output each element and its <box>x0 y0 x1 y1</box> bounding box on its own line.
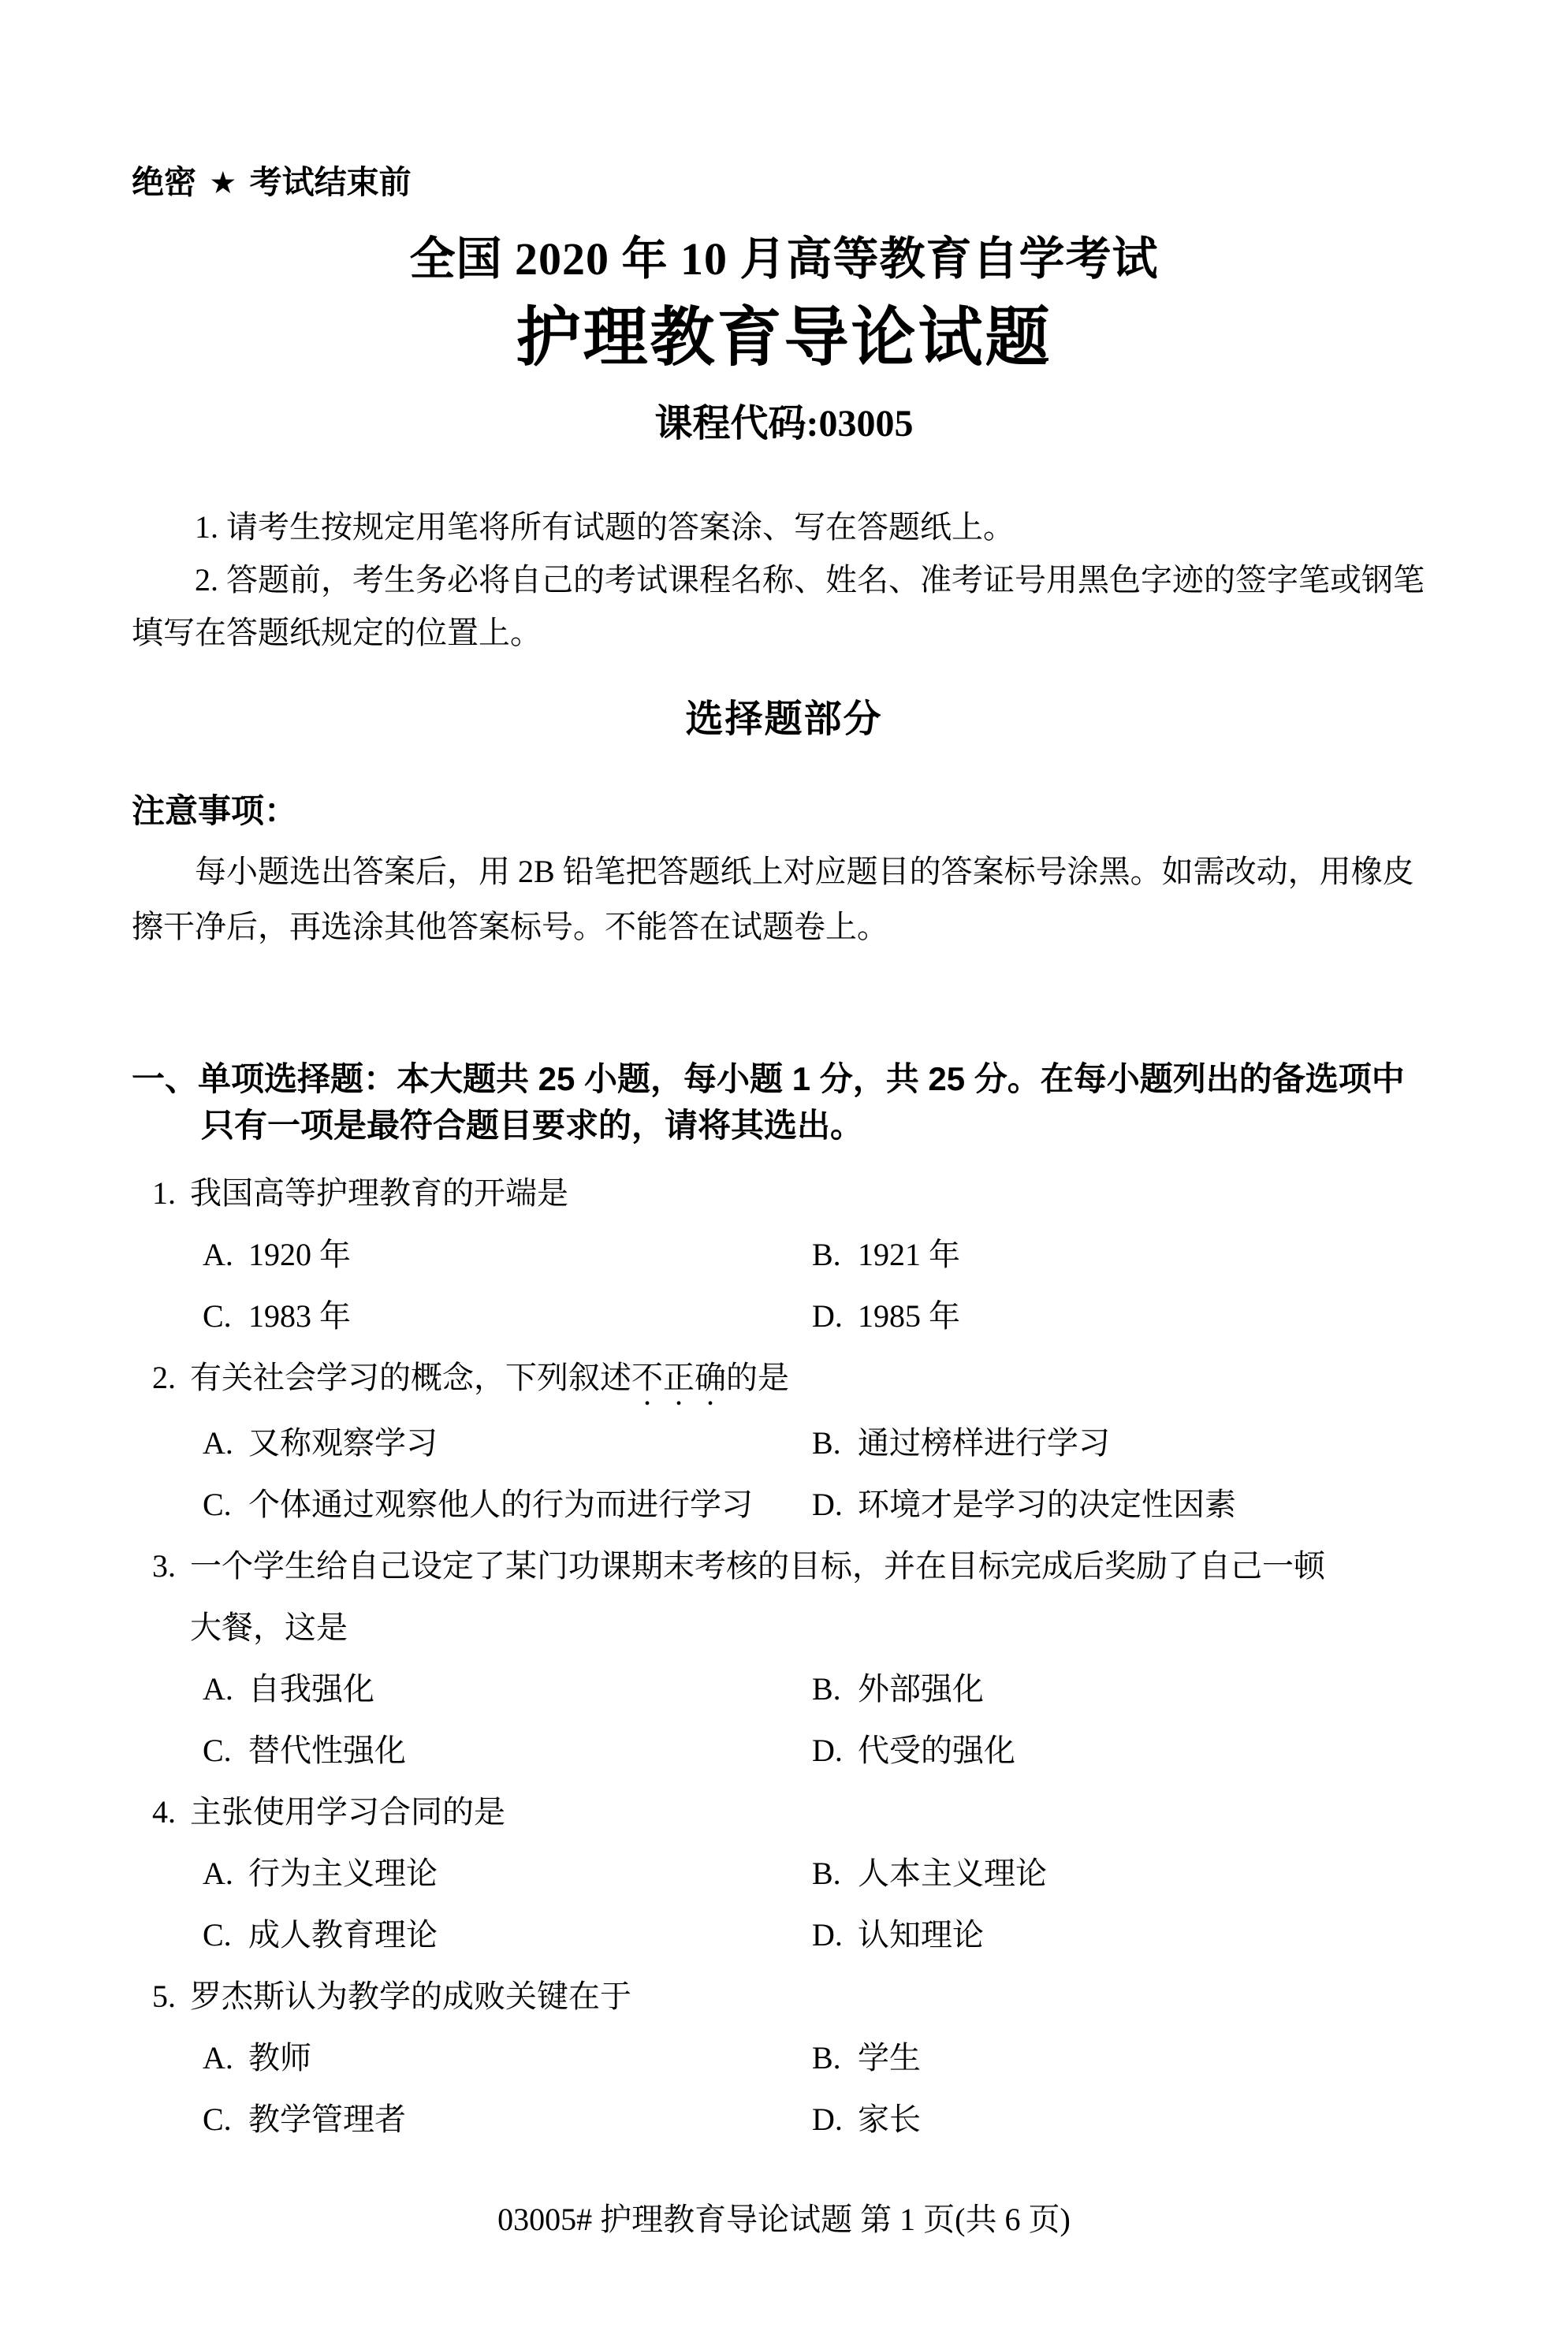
exam-title-line1: 全国 2020 年 10 月高等教育自学考试 <box>409 233 1159 285</box>
option <box>203 2089 812 2150</box>
option <box>203 1659 812 1720</box>
question <box>132 1347 1436 1536</box>
question <box>132 1966 1436 2150</box>
option-text: 教学管理者 <box>248 2101 406 2137</box>
options-grid <box>203 1843 1436 1966</box>
option-text: 又称观察学习 <box>248 1424 438 1461</box>
question-number: 4. <box>152 1793 176 1830</box>
option <box>203 1720 812 1781</box>
option <box>812 1720 1436 1781</box>
option-label: B. <box>812 1855 841 1891</box>
question-stem <box>132 1781 1436 1843</box>
secrecy-star-icon: ★ <box>209 166 237 200</box>
option <box>203 1843 812 1904</box>
secrecy-notice <box>132 162 1436 204</box>
option-text: 行为主义理论 <box>248 1855 438 1891</box>
option-label: A. <box>203 1236 233 1272</box>
question-stem <box>132 1347 1436 1413</box>
options-grid <box>203 1224 1436 1347</box>
option-label: D. <box>812 1486 843 1522</box>
stem-text: 一个学生给自己设定了某门功课期末考核的目标，并在目标完成后奖励了自己一顿 <box>190 1547 1325 1584</box>
option <box>812 1474 1436 1536</box>
instruction-line: 2. 答题前，考生务必将自己的考试课程名称、姓名、准考证号用黑色字迹的签字笔或钢笔 <box>195 562 1425 598</box>
question <box>132 1536 1436 1781</box>
stem-text: 罗杰斯认为教学的成败关键在于 <box>190 1978 631 2014</box>
question <box>132 1781 1436 1966</box>
option <box>812 1224 1436 1286</box>
option-label: A. <box>203 1424 233 1461</box>
option-label: C. <box>203 1297 232 1334</box>
question <box>132 1163 1436 1347</box>
options-grid <box>203 1659 1436 1781</box>
option-text: 家长 <box>858 2101 921 2137</box>
question-number: 5. <box>152 1978 176 2014</box>
option-text: 代受的强化 <box>858 1732 1015 1768</box>
page-footer: 03005# 护理教育导论试题 第 1 页(共 6 页) <box>497 2201 1071 2237</box>
option-text: 学生 <box>858 2039 921 2076</box>
option <box>203 1413 812 1474</box>
part1-heading <box>132 1055 1436 1149</box>
option-text: 1983 年 <box>248 1297 351 1334</box>
course-code: 课程代码:03005 <box>654 402 914 445</box>
option-text: 1985 年 <box>858 1297 960 1334</box>
option <box>203 1286 812 1347</box>
secrecy-left-label: 绝密 <box>132 164 196 200</box>
question-stem <box>132 1163 1436 1224</box>
question-number: 1. <box>152 1175 176 1211</box>
options-grid <box>203 2027 1436 2150</box>
option-text: 通过榜样进行学习 <box>858 1424 1110 1461</box>
option-label: B. <box>812 1236 841 1272</box>
option-text: 成人教育理论 <box>248 1916 438 1953</box>
option-label: C. <box>203 1732 232 1768</box>
option-label: D. <box>812 2101 843 2137</box>
option <box>812 1904 1436 1966</box>
option <box>203 1904 812 1966</box>
option-text: 1921 年 <box>858 1236 960 1272</box>
notes-block <box>132 844 1436 955</box>
option <box>203 2027 812 2089</box>
option-text: 外部强化 <box>858 1670 984 1707</box>
option-text: 替代性强化 <box>248 1732 406 1768</box>
option-label: A. <box>203 1670 233 1707</box>
option-label: A. <box>203 2039 233 2076</box>
option <box>812 2027 1436 2089</box>
question-number: 2. <box>152 1359 176 1395</box>
notes-label: 注意事项： <box>132 792 298 830</box>
option-text: 个体通过观察他人的行为而进行学习 <box>248 1486 753 1522</box>
part1-heading-line: 一、单项选择题：本大题共 25 小题，每小题 1 分，共 25 分。在每小题列出的备选项中 <box>132 1059 1405 1097</box>
stem-text: 大餐，这是 <box>190 1609 348 1645</box>
stem-text: 的是 <box>726 1359 789 1395</box>
option <box>812 1413 1436 1474</box>
option-label: B. <box>812 1670 841 1707</box>
option <box>812 2089 1436 2150</box>
note-line: 每小题选出答案后，用 2B 铅笔把答题纸上对应题目的答案标号涂黑。如需改动，用橡皮 <box>195 853 1414 889</box>
instruction-line: 填写在答题纸规定的位置上。 <box>132 615 542 650</box>
exam-title-line2: 护理教育导论试题 <box>516 302 1052 374</box>
option <box>812 1286 1436 1347</box>
question-list <box>132 1163 1436 2150</box>
options-grid <box>203 1413 1436 1536</box>
option-label: C. <box>203 2101 232 2137</box>
part1-heading-line: 只有一项是最符合题目要求的，请将其选出。 <box>201 1106 864 1144</box>
option-label: B. <box>812 2039 841 2076</box>
option <box>203 1474 812 1536</box>
instructions-block <box>132 501 1436 659</box>
option-label: C. <box>203 1916 232 1953</box>
option-text: 1920 年 <box>248 1236 351 1272</box>
option-label: D. <box>812 1297 843 1334</box>
question-number: 3. <box>152 1547 176 1584</box>
option <box>812 1659 1436 1720</box>
option-text: 环境才是学习的决定性因素 <box>858 1486 1236 1522</box>
section-title: 选择题部分 <box>685 698 883 740</box>
stem-text: 有关社会学习的概念，下列叙述 <box>190 1359 631 1395</box>
instruction-line: 1. 请考生按规定用笔将所有试题的答案涂、写在答题纸上。 <box>195 509 1015 545</box>
stem-text: 我国高等护理教育的开端是 <box>190 1175 568 1211</box>
stem-text: 主张使用学习合同的是 <box>190 1793 505 1830</box>
note-line: 擦干净后，再选涂其他答案标号。不能答在试题卷上。 <box>132 908 888 944</box>
option-label: B. <box>812 1424 841 1461</box>
option-label: C. <box>203 1486 232 1522</box>
secrecy-right-label: 考试结束前 <box>249 164 412 200</box>
option-text: 教师 <box>248 2039 311 2076</box>
option <box>812 1843 1436 1904</box>
question-stem <box>132 1966 1436 2027</box>
option <box>203 1224 812 1286</box>
option-label: D. <box>812 1732 843 1768</box>
option-text: 人本主义理论 <box>858 1855 1047 1891</box>
option-label: D. <box>812 1916 843 1953</box>
option-text: 认知理论 <box>858 1916 984 1953</box>
option-label: A. <box>203 1855 233 1891</box>
question-stem <box>132 1536 1436 1659</box>
emphasized-text: 不正确 <box>631 1359 726 1395</box>
option-text: 自我强化 <box>248 1670 374 1707</box>
